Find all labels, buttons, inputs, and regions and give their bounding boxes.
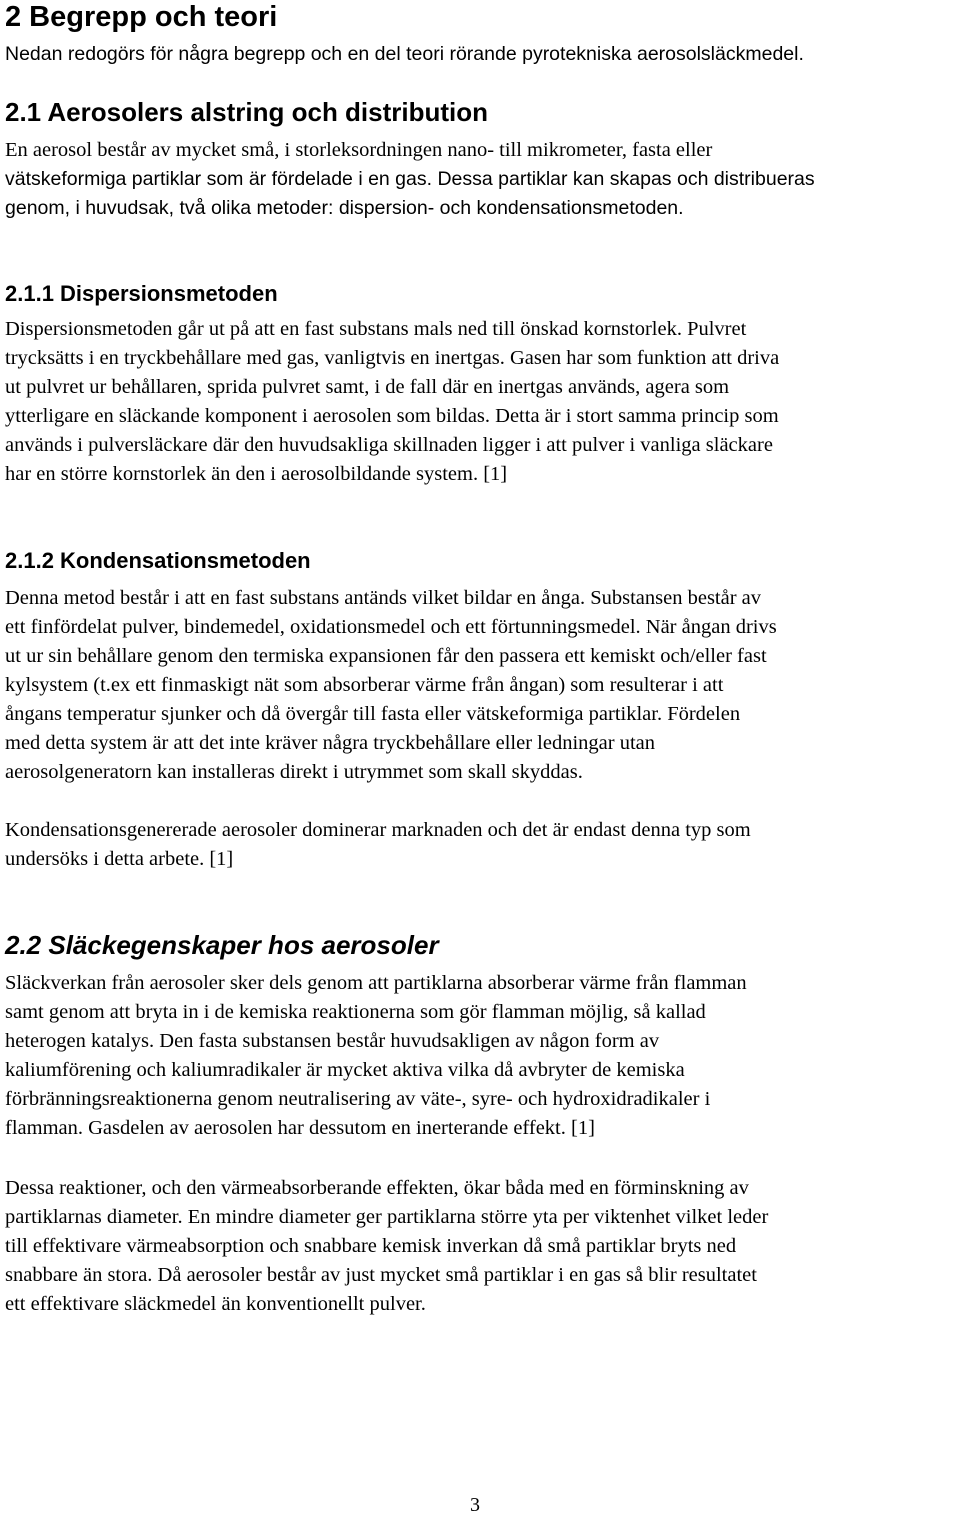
paragraph-line: ett finfördelat pulver, bindemedel, oxidationsmedel och ett förtunningsmedel. När ångan drivs (5, 616, 777, 638)
paragraph-line: vätskeformiga partiklar som är fördelade i en gas. Dessa partiklar kan skapas och distribueras (5, 168, 815, 190)
section-2-1-2-paragraph-2 (5, 816, 955, 874)
paragraph-line: Dispersionsmetoden går ut på att en fast substans mals ned till önskad kornstorlek. Pulvret (5, 318, 747, 340)
paragraph-line: förbränningsreaktionerna genom neutralisering av väte-, syre- och hydroxidradikaler i (5, 1088, 711, 1110)
paragraph-line: En aerosol består av mycket små, i storleksordningen nano- till mikrometer, fasta eller (5, 139, 713, 161)
section-2-1-1-heading: 2.1.1 Dispersionsmetoden (5, 281, 278, 306)
paragraph-line: ångans temperatur sjunker och då övergår till fasta eller vätskeformiga partiklar. Fördelen (5, 703, 741, 725)
section-2-1-paragraph (5, 136, 955, 223)
paragraph-line: ett effektivare släckmedel än konventionellt pulver. (5, 1293, 426, 1315)
section-2-2-paragraph-1 (5, 969, 955, 1143)
paragraph-line: ytterligare en släckande komponent i aerosolen som bildas. Detta är i stort samma princip som (5, 405, 779, 427)
paragraph-line: trycksätts i en tryckbehållare med gas, vanligtvis en inertgas. Gasen har som funktion att driva (5, 347, 780, 369)
paragraph-line: snabbare än stora. Då aerosoler består av just mycket små partiklar i en gas så blir resultatet (5, 1264, 757, 1286)
paragraph-line: till effektivare värmeabsorption och snabbare kemisk inverkan då små partiklar bryts ned (5, 1235, 737, 1257)
paragraph-line: har en större kornstorlek än den i aerosolbildande system. [1] (5, 463, 508, 485)
section-2-1-2-paragraph-1 (5, 584, 955, 787)
paragraph-line: ut pulvret ur behållaren, sprida pulvret samt, i de fall där en inertgas används, agera som (5, 376, 730, 398)
paragraph-line: Denna metod består i att en fast substans antänds vilket bildar en ånga. Substansen består av (5, 587, 762, 609)
paragraph-line: ut ur sin behållare genom den termiska expansionen får den passera ett kemiskt och/eller fast (5, 645, 767, 667)
paragraph-line: undersöks i detta arbete. [1] (5, 848, 234, 870)
paragraph-line: Dessa reaktioner, och den värmeabsorberande effekten, ökar båda med en förminskning av (5, 1177, 749, 1199)
section-2-2-paragraph-2 (5, 1174, 955, 1319)
paragraph-line: kylsystem (t.ex ett finmaskigt nät som absorberar värme från ångan) som resulterar i att (5, 674, 724, 696)
section-2-1-2-heading: 2.1.2 Kondensationsmetoden (5, 548, 311, 573)
paragraph-line: kaliumförening och kaliumradikaler är mycket aktiva vilka då avbryter de kemiska (5, 1059, 685, 1081)
paragraph-line: med detta system är att det inte kräver några tryckbehållare eller ledningar utan (5, 732, 656, 754)
section-2-1-heading: 2.1 Aerosolers alstring och distribution (5, 97, 489, 127)
chapter-heading: 2 Begrepp och teori (5, 1, 278, 33)
paragraph-line: Släckverkan från aerosoler sker dels genom att partiklarna absorberar värme från flamman (5, 972, 747, 994)
paragraph-line: genom, i huvudsak, två olika metoder: dispersion- och kondensationsmetoden. (5, 197, 684, 219)
paragraph-line: Kondensationsgenererade aerosoler dominerar marknaden och det är endast denna typ som (5, 819, 751, 841)
paragraph-line: partiklarnas diameter. En mindre diameter ger partiklarna större yta per viktenhet vilket leder (5, 1206, 769, 1228)
paragraph-line: flamman. Gasdelen av aerosolen har dessutom en inerterande effekt. [1] (5, 1117, 595, 1139)
page-number: 3 (470, 1494, 480, 1516)
section-2-2-heading: 2.2 Släckegenskaper hos aerosoler (5, 930, 439, 960)
paragraph-line: aerosolgeneratorn kan installeras direkt i utrymmet som skall skyddas. (5, 761, 583, 783)
intro-text: Nedan redogörs för några begrepp och en del teori rörande pyrotekniska aerosolsläckmedel. (5, 43, 804, 65)
paragraph-line: heterogen katalys. Den fasta substansen består huvudsakligen av någon form av (5, 1030, 660, 1052)
paragraph-line: används i pulversläckare där den huvudsakliga skillnaden ligger i att pulver i vanliga släckare (5, 434, 773, 456)
section-2-1-1-paragraph (5, 315, 955, 489)
paragraph-line: samt genom att bryta in i de kemiska reaktionerna som gör flamman möjlig, så kallad (5, 1001, 706, 1023)
